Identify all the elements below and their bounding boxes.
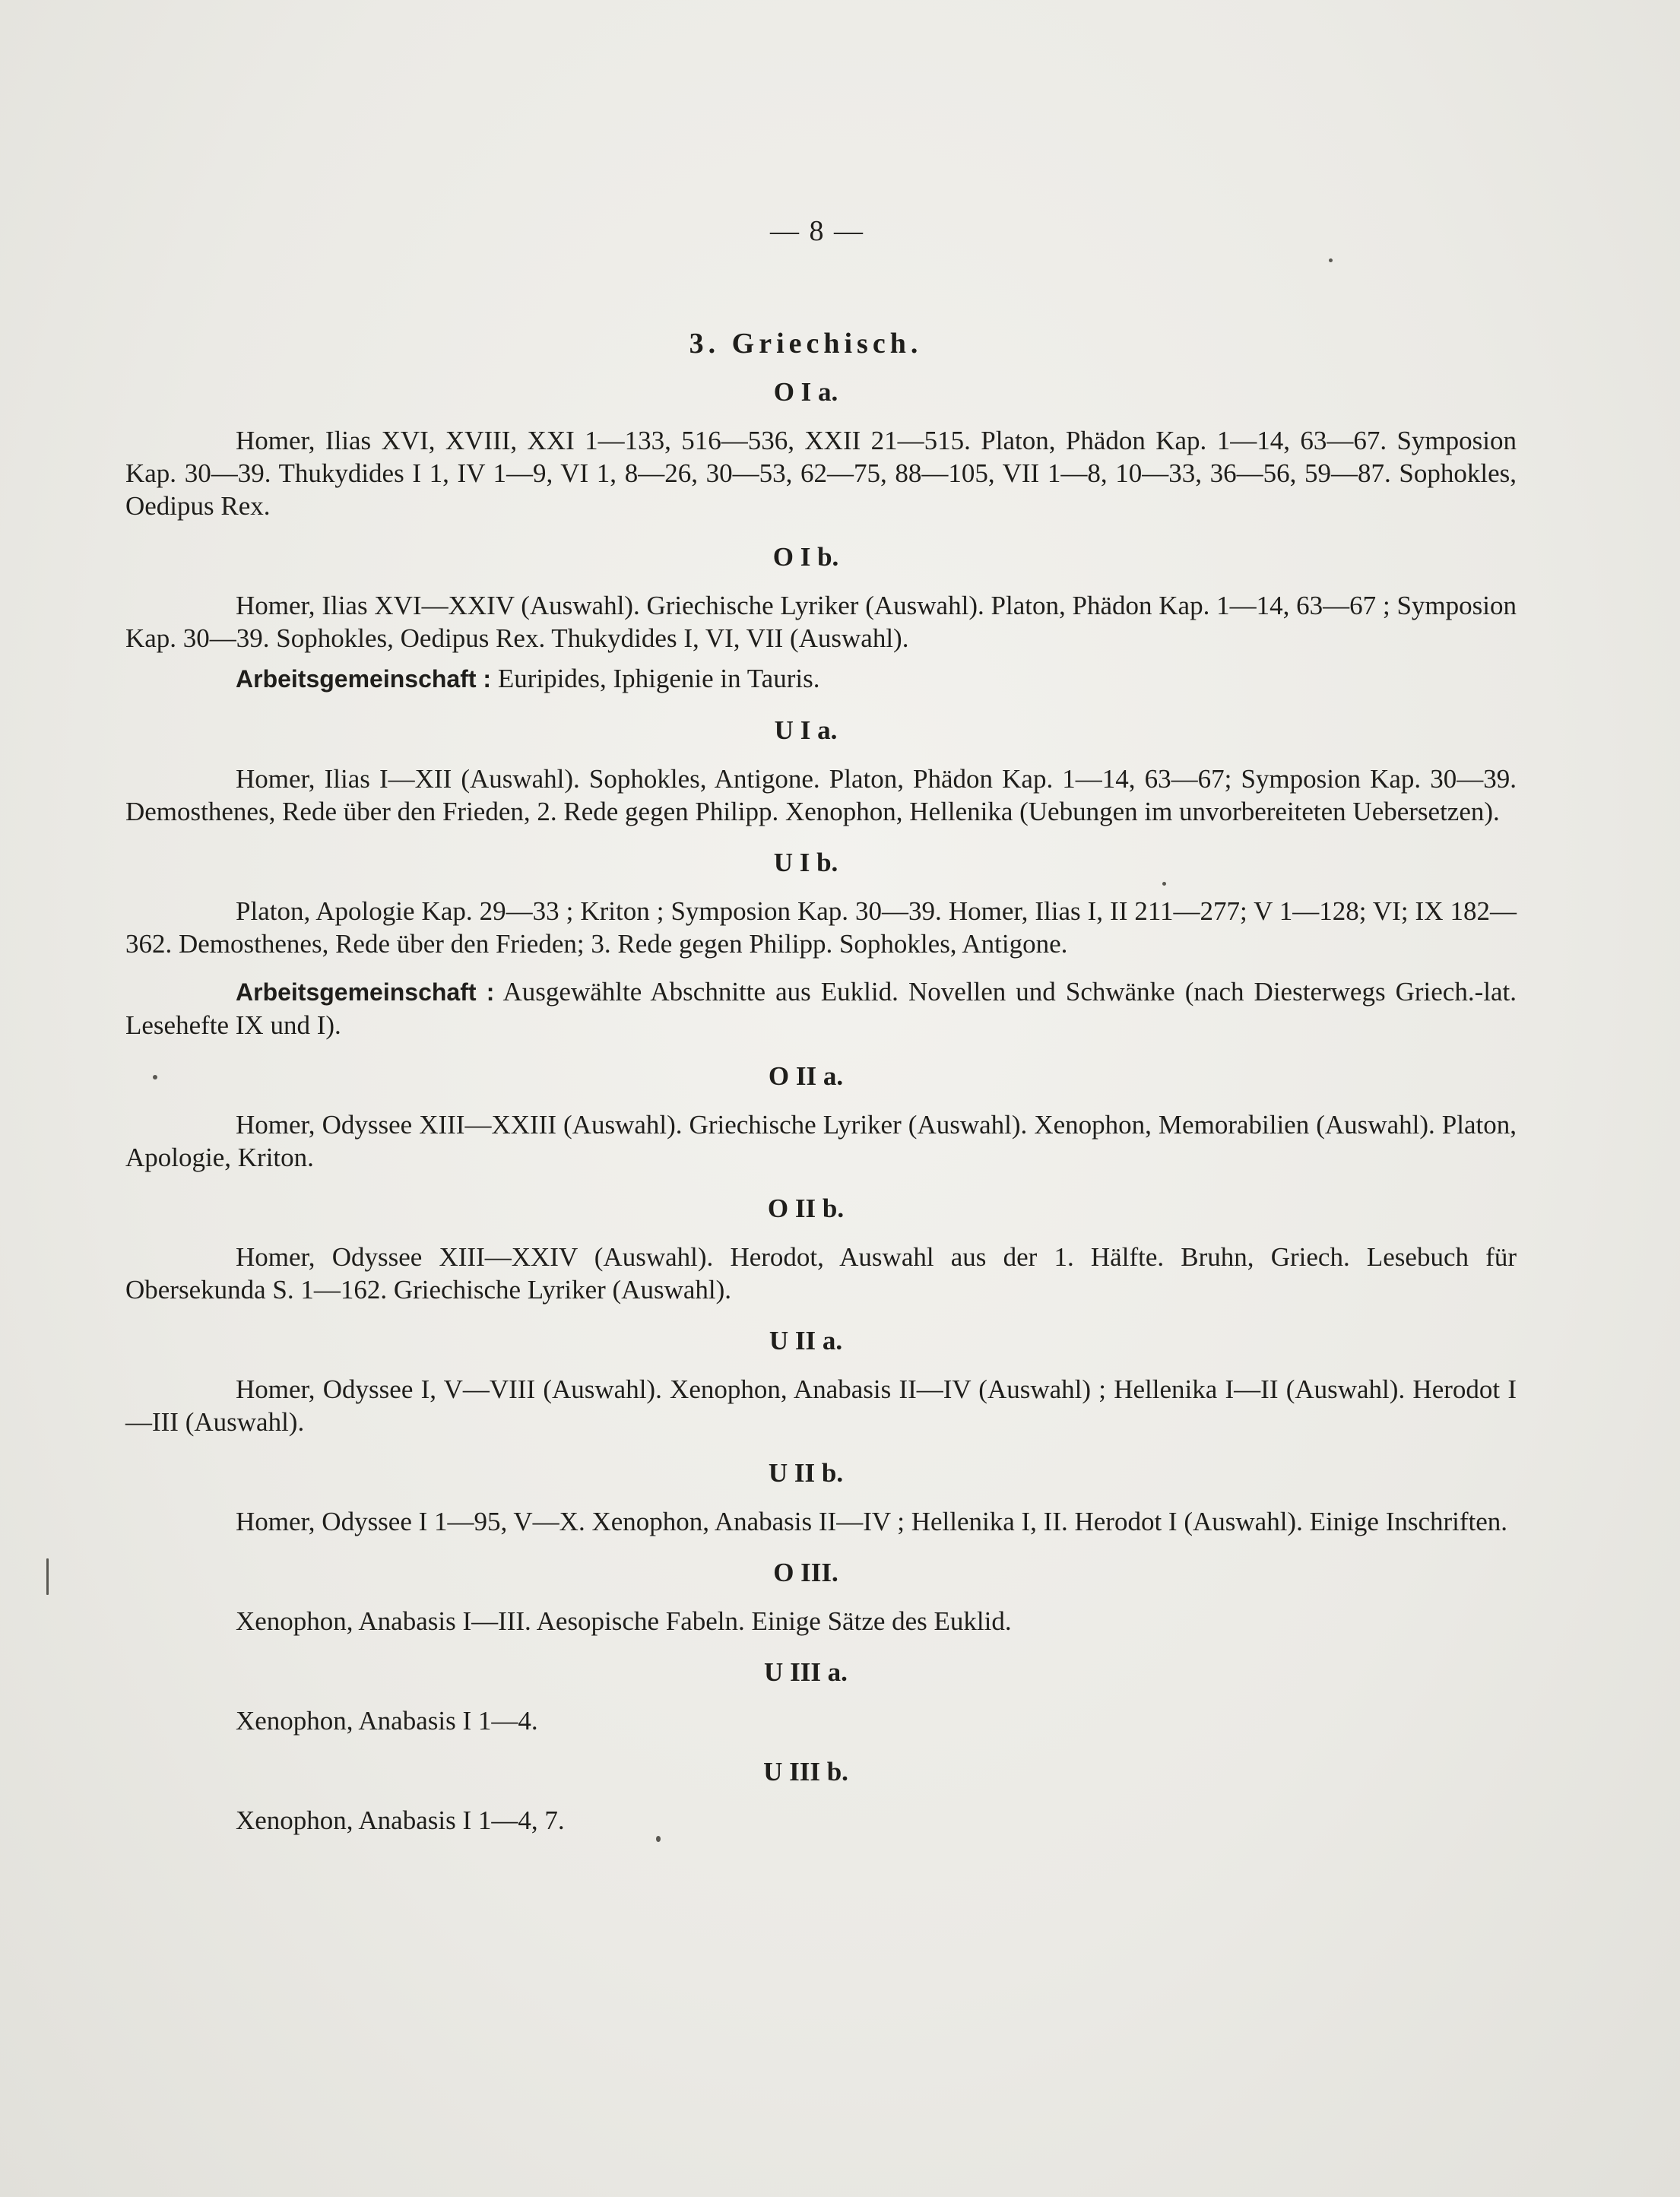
arbeitsgemeinschaft-uib (125, 975, 1517, 1041)
arbeitsgemeinschaft-text: Euripides, Iphigenie in Tauris. (497, 664, 820, 693)
arbeitsgemeinschaft-label: Arbeitsgemeinschaft : (236, 978, 495, 1006)
class-text-oiib: Homer, Odyssee XIII—XXIV (Auswahl). Herodot, Auswahl aus der 1. Hälfte. Bruhn, Griech. Lesebuch für Obersekunda S. 1—162. Griechische Lyriker (Auswahl). (125, 1242, 1517, 1305)
class-heading-uia: U I a. (774, 715, 838, 745)
scan-speck (46, 1558, 49, 1595)
section-title: 3. Griechisch. (689, 328, 923, 360)
class-heading-oia: O I a. (773, 377, 838, 407)
class-text-uib: Platon, Apologie Kap. 29—33 ; Kriton ; Symposion Kap. 30—39. Homer, Ilias I, II 211—277; V 1—128; VI; IX 182—362. Demosthenes, Rede über den Frieden; 3. Rede gegen Philipp. Sophokles, Antigone. (125, 896, 1517, 959)
class-text-uiiia: Xenophon, Anabasis I 1—4. (236, 1706, 538, 1736)
scan-speck (1329, 258, 1333, 262)
class-text-uiiib: Xenophon, Anabasis I 1—4, 7. (236, 1805, 565, 1835)
class-text-oib: Homer, Ilias XVI—XXIV (Auswahl). Griechische Lyriker (Auswahl). Platon, Phädon Kap. 1—14, 63—67 ; Symposion Kap. 30—39. Sophokles, Oedipus Rex. Thukydides I, VI, VII (Auswahl). (125, 591, 1517, 653)
section-content (125, 327, 1517, 1856)
arbeitsgemeinschaft-oib (125, 662, 1517, 696)
class-text-oia: Homer, Ilias XVI, XVIII, XXI 1—133, 516—536, XXII 21—515. Platon, Phädon Kap. 1—14, 63—67. Symposion Kap. 30—39. Thukydides I 1, IV 1—9, VI 1, 8—26, 30—53, 62—75, 88—105, VII 1—8, 10—33, 36—56, 59—87. Sophokles, Oedipus Rex. (125, 426, 1517, 521)
class-heading-oib: O I b. (772, 542, 839, 572)
class-text-oiia: Homer, Odyssee XIII—XXIII (Auswahl). Griechische Lyriker (Auswahl). Xenophon, Memorabilien (Auswahl). Platon, Apologie, Kriton. (125, 1110, 1517, 1172)
arbeitsgemeinschaft-label: Arbeitsgemeinschaft : (236, 665, 492, 693)
class-heading-oiia: O II a. (768, 1061, 844, 1091)
class-heading-uiiib: U III b. (763, 1757, 848, 1786)
class-heading-oiii: O III. (773, 1558, 838, 1587)
class-heading-uib: U I b. (773, 848, 838, 877)
class-text-uia: Homer, Ilias I—XII (Auswahl). Sophokles, Antigone. Platon, Phädon Kap. 1—14, 63—67; Symposion Kap. 30—39. Demosthenes, Rede über den Frieden, 2. Rede gegen Philipp. Xenophon, Hellenika (Uebungen im unvorbereiteten Uebersetzen). (125, 764, 1517, 826)
class-heading-uiia: U II a. (769, 1326, 843, 1355)
class-text-uiib: Homer, Odyssee I 1—95, V—X. Xenophon, Anabasis II—IV ; Hellenika I, II. Herodot I (Auswahl). Einige Inschriften. (236, 1507, 1508, 1536)
arbeitsgemeinschaft-text: Ausgewählte Abschnitte aus Euklid. Novellen und Schwänke (nach Diesterwegs Griech.-lat. Lesehefte IX und I). (125, 977, 1517, 1040)
page-number: — 8 — (770, 215, 864, 247)
class-text-oiii: Xenophon, Anabasis I—III. Aesopische Fabeln. Einige Sätze des Euklid. (236, 1606, 1012, 1636)
scan-speck (656, 1836, 661, 1842)
class-heading-oiib: O II b. (767, 1194, 845, 1223)
class-heading-uiib: U II b. (768, 1458, 844, 1488)
scan-speck (153, 1075, 157, 1079)
scan-speck (1162, 882, 1166, 886)
class-text-uiia: Homer, Odyssee I, V—VIII (Auswahl). Xenophon, Anabasis II—IV (Auswahl) ; Hellenika I—II (Auswahl). Herodot I—III (Auswahl). (125, 1374, 1517, 1437)
class-heading-uiiia: U III a. (764, 1657, 848, 1687)
